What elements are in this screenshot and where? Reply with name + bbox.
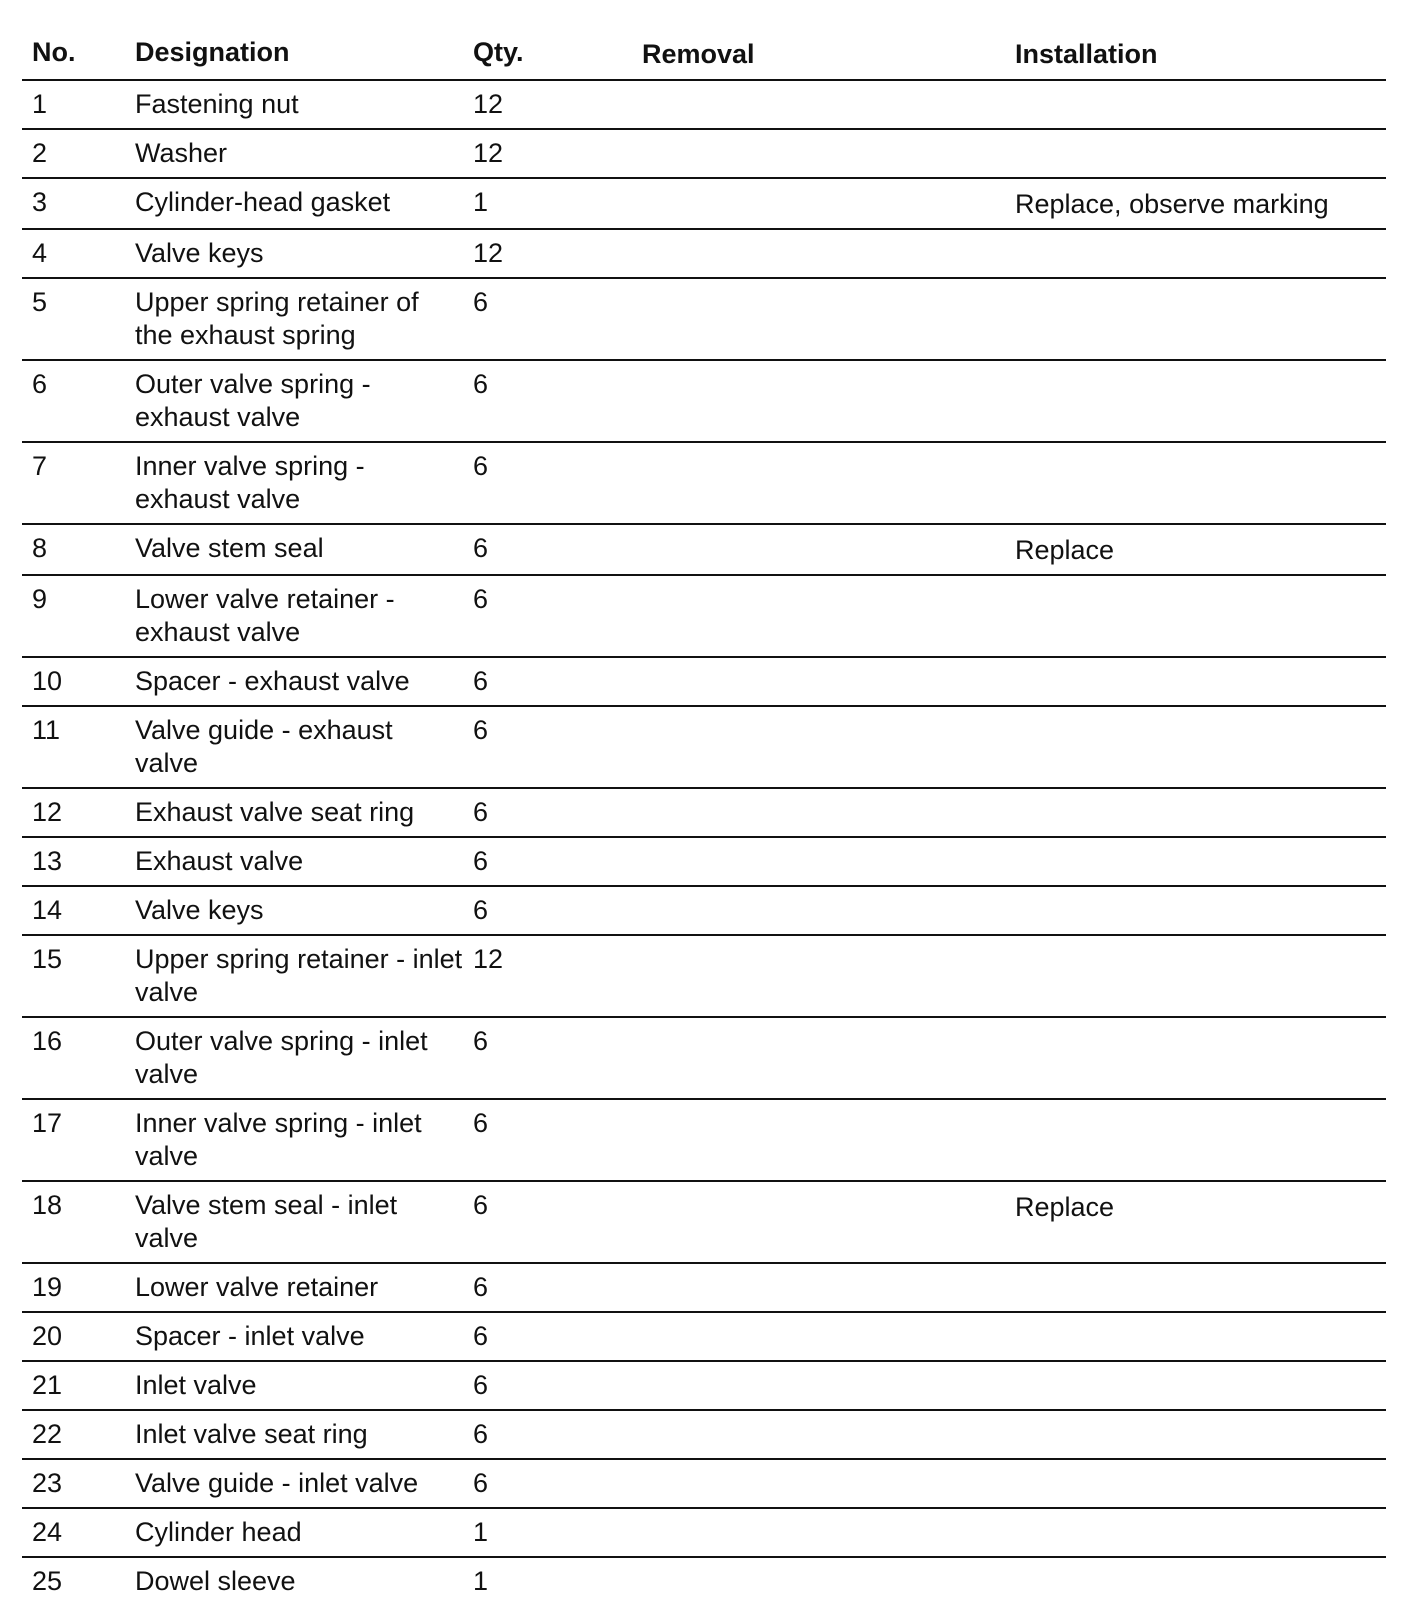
cell-designation: Inlet valve seat ring [125, 1410, 463, 1459]
cell-no: 25 [32, 1566, 63, 1596]
header-designation: Designation [125, 28, 463, 80]
cell-designation: Inlet valve [125, 1361, 463, 1410]
cell-no: 24 [22, 1508, 125, 1557]
cell-installation [1005, 1557, 1386, 1605]
cell-removal [632, 524, 1005, 575]
cell-no: 2 [22, 129, 125, 178]
cell-qty: 6 [463, 706, 632, 788]
cell-no: 5 [22, 278, 125, 360]
cell-removal [632, 886, 1005, 935]
cell-designation: Lower valve retainer [125, 1263, 463, 1312]
table-row [22, 1459, 1386, 1508]
cell-qty: 6 [463, 1017, 632, 1099]
cell-installation [1005, 788, 1386, 837]
cell-removal [632, 1557, 1005, 1605]
cell-qty: 6 [463, 1181, 632, 1263]
cell-installation: Replace, observe marking [1005, 178, 1386, 229]
cell-qty: 6 [463, 524, 632, 575]
cell-installation [1005, 360, 1386, 442]
cell-removal [632, 1017, 1005, 1099]
table-row [22, 178, 1386, 229]
header-qty: Qty. [463, 28, 632, 80]
cell-designation: Valve guide - inlet valve [125, 1459, 463, 1508]
cell-removal [632, 360, 1005, 442]
cell-no: 4 [22, 229, 125, 278]
cell-qty: 12 [463, 935, 632, 1017]
cell-no: 3 [22, 178, 125, 229]
cell-qty: 6 [463, 1410, 632, 1459]
cell-designation: Inner valve spring - exhaust valve [125, 442, 463, 524]
table-row [22, 935, 1386, 1017]
cell-removal [632, 1181, 1005, 1263]
table-row [22, 278, 1386, 360]
cell-qty: 1 [463, 1508, 632, 1557]
cell-designation: Upper spring retainer - inlet valve [125, 935, 463, 1017]
cell-removal [632, 837, 1005, 886]
table-row [22, 1181, 1386, 1263]
cell-removal [632, 442, 1005, 524]
cell-installation [1005, 278, 1386, 360]
cell-removal [632, 1410, 1005, 1459]
cell-qty: 12 [463, 80, 632, 129]
header-installation: Installation [1005, 28, 1386, 80]
cell-no: 23 [22, 1459, 125, 1508]
table-row [22, 1017, 1386, 1099]
cell-installation [1005, 837, 1386, 886]
cell-qty: 12 [463, 129, 632, 178]
cell-qty: 6 [463, 886, 632, 935]
cell-qty: 6 [463, 788, 632, 837]
cell-no: 7 [22, 442, 125, 524]
cell-no: 14 [22, 886, 125, 935]
cell-designation: Exhaust valve seat ring [125, 788, 463, 837]
cell-installation [1005, 229, 1386, 278]
cell-installation [1005, 1361, 1386, 1410]
cell-no: 18 [22, 1181, 125, 1263]
header-no: No. [22, 28, 125, 80]
cell-qty: 6 [463, 360, 632, 442]
cell-qty: 6 [463, 1263, 632, 1312]
cell-installation [1005, 706, 1386, 788]
cell-no: 9 [22, 575, 125, 657]
table-row [22, 442, 1386, 524]
cell-qty: 6 [463, 575, 632, 657]
cell-designation: Valve stem seal [125, 524, 463, 575]
parts-table [22, 28, 1386, 1605]
cell-no: 10 [22, 657, 125, 706]
cell-qty: 6 [463, 657, 632, 706]
cell-installation [1005, 657, 1386, 706]
cell-designation: Outer valve spring - inlet valve [125, 1017, 463, 1099]
cell-no: 11 [22, 706, 125, 788]
cell-no: 6 [22, 360, 125, 442]
cell-installation: Replace [1005, 524, 1386, 575]
cell-designation: Exhaust valve [125, 837, 463, 886]
table-row [22, 1099, 1386, 1181]
table-header [22, 28, 1386, 80]
table-row [22, 1410, 1386, 1459]
cell-installation [1005, 1017, 1386, 1099]
cell-removal [632, 706, 1005, 788]
cell-designation: Washer [125, 129, 463, 178]
cell-removal [632, 1459, 1005, 1508]
cell-designation: Inner valve spring - inlet valve [125, 1099, 463, 1181]
cell-no: 17 [22, 1099, 125, 1181]
cell-designation: Valve keys [125, 886, 463, 935]
cell-qty: 6 [463, 442, 632, 524]
cell-qty: 6 [463, 1459, 632, 1508]
cell-designation: Dowel sleeve [135, 1566, 296, 1596]
table-row [22, 360, 1386, 442]
cell-designation: Cylinder head [125, 1508, 463, 1557]
cell-designation: Cylinder-head gasket [125, 178, 463, 229]
table-row [22, 1263, 1386, 1312]
cell-installation [1005, 1459, 1386, 1508]
table-row [22, 80, 1386, 129]
cell-designation: Spacer - inlet valve [125, 1312, 463, 1361]
table-row [22, 229, 1386, 278]
cell-no: 21 [22, 1361, 125, 1410]
cell-designation: Valve guide - exhaust valve [125, 706, 463, 788]
table-row [22, 1312, 1386, 1361]
cell-designation: Spacer - exhaust valve [125, 657, 463, 706]
cell-installation [1005, 80, 1386, 129]
cell-qty: 1 [473, 1566, 489, 1596]
table-row [22, 706, 1386, 788]
cell-qty: 6 [463, 1361, 632, 1410]
cell-installation [1005, 1099, 1386, 1181]
cell-designation: Lower valve retainer - exhaust valve [125, 575, 463, 657]
cell-installation [1005, 442, 1386, 524]
cell-removal [632, 788, 1005, 837]
cell-qty: 12 [463, 229, 632, 278]
cell-removal [632, 80, 1005, 129]
cell-designation: Outer valve spring - exhaust valve [125, 360, 463, 442]
cell-removal [632, 178, 1005, 229]
cell-no: 20 [22, 1312, 125, 1361]
table-row [22, 657, 1386, 706]
cell-no: 12 [22, 788, 125, 837]
cell-installation [1005, 1410, 1386, 1459]
table-row [22, 788, 1386, 837]
cell-removal [632, 575, 1005, 657]
cell-installation: Replace [1005, 1181, 1386, 1263]
cell-removal [632, 1263, 1005, 1312]
cell-qty: 1 [463, 178, 632, 229]
cell-installation [1005, 129, 1386, 178]
cell-removal [632, 1361, 1005, 1410]
cell-installation [1005, 935, 1386, 1017]
header-removal: Removal [632, 28, 1005, 80]
table-row [22, 886, 1386, 935]
cell-removal [632, 935, 1005, 1017]
cell-designation: Valve stem seal - inlet valve [125, 1181, 463, 1263]
table-row [22, 1557, 1386, 1605]
table-body [22, 80, 1386, 1605]
cell-removal [632, 1508, 1005, 1557]
table-row [22, 129, 1386, 178]
cell-qty: 6 [463, 1099, 632, 1181]
cell-designation: Upper spring retainer of the exhaust spring [125, 278, 463, 360]
cell-no: 22 [22, 1410, 125, 1459]
cell-removal [632, 278, 1005, 360]
table-row [22, 837, 1386, 886]
cell-no: 19 [22, 1263, 125, 1312]
cell-no: 13 [22, 837, 125, 886]
cell-no: 15 [22, 935, 125, 1017]
cell-installation [1005, 1263, 1386, 1312]
cell-installation [1005, 1312, 1386, 1361]
cell-no: 1 [22, 80, 125, 129]
cell-installation [1005, 1508, 1386, 1557]
table-row [22, 524, 1386, 575]
cell-no: 8 [22, 524, 125, 575]
table-row [22, 575, 1386, 657]
table-row [22, 1361, 1386, 1410]
cell-qty: 6 [463, 1312, 632, 1361]
cell-removal [632, 1312, 1005, 1361]
cell-installation [1005, 575, 1386, 657]
table-row [22, 1508, 1386, 1557]
cell-qty: 6 [463, 278, 632, 360]
cell-designation: Fastening nut [125, 80, 463, 129]
cell-no: 16 [22, 1017, 125, 1099]
header-row [22, 28, 1386, 80]
cell-installation [1005, 886, 1386, 935]
cell-removal [632, 657, 1005, 706]
cell-removal [632, 1099, 1005, 1181]
cell-designation: Valve keys [125, 229, 463, 278]
cell-removal [632, 229, 1005, 278]
cell-removal [632, 129, 1005, 178]
cell-qty: 6 [463, 837, 632, 886]
